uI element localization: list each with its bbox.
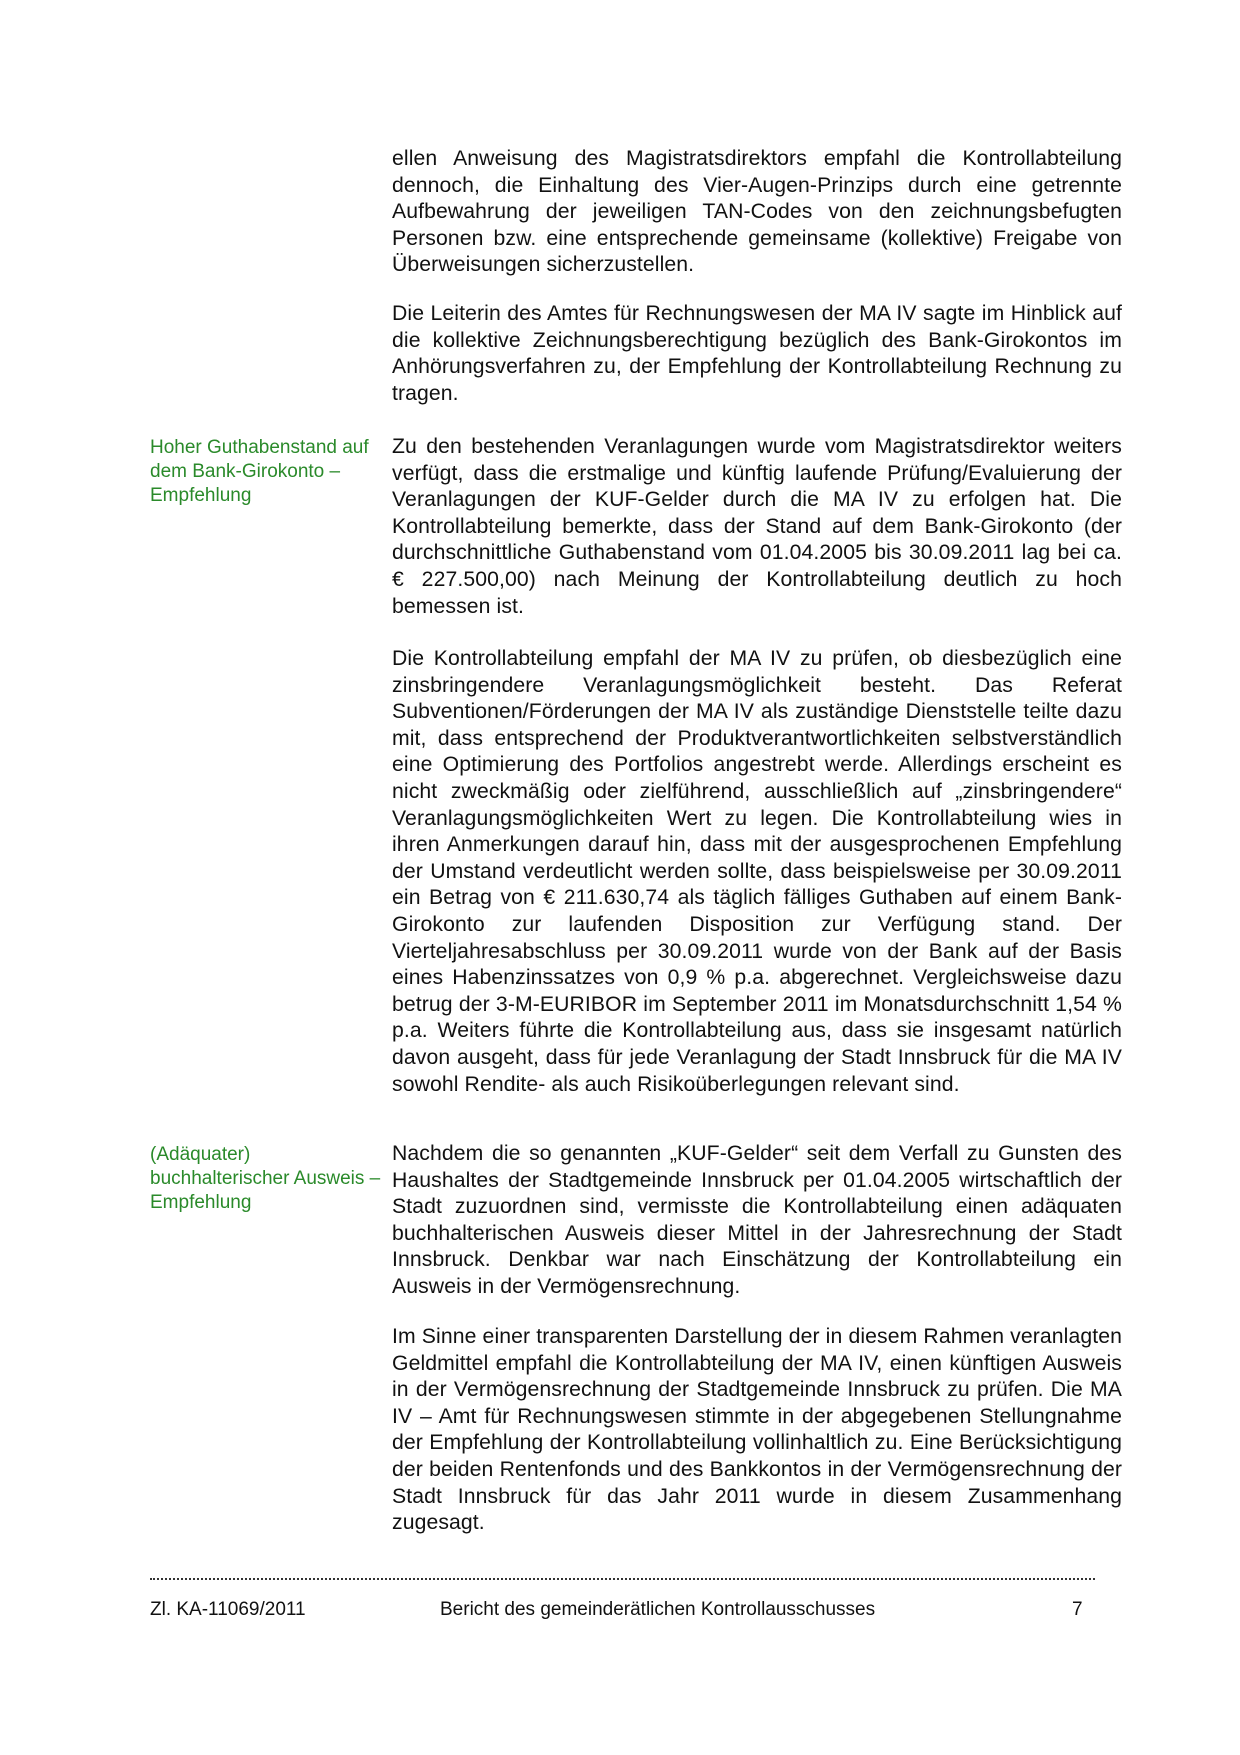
footer-page-number: 7	[1072, 1599, 1083, 1620]
footer-reference: Zl. KA-11069/2011	[150, 1599, 306, 1620]
footer-title: Bericht des gemeinderätlichen Kontrollausschusses	[440, 1599, 876, 1620]
body-paragraph-1: ellen Anweisung des Magistratsdirektors empfahl die Kontrollabteilung dennoch, die Einhaltung des Vier-Augen-Prinzips durch eine getrennte Aufbewahrung der jeweiligen TAN-Codes von den zeichnungsbefugten Personen bzw. eine entsprechende gemeinsame (kollektive) Freigabe von Überweisungen sicherzustellen.	[392, 147, 1122, 277]
body-paragraph-2: Die Leiterin des Amtes für Rechnungswesen der MA IV sagte im Hinblick auf die kollektive Zeichnungsberechtigung bezüglich des Bank-Girokontos im Anhörungsverfahren zu, der Empfehlung der Kontrollabteilung Rechnung zu tragen.	[392, 302, 1122, 405]
margin-note-ausweis: (Adäquater) buchhalterischer Ausweis – Empfehlung	[150, 1144, 381, 1213]
footer-divider	[150, 1578, 1095, 1580]
body-paragraph-5: Nachdem die so genannten „KUF-Gelder“ seit dem Verfall zu Gunsten des Haushaltes der Stadtgemeinde Innsbruck per 01.04.2005 wirtschaftlich der Stadt zuzuordnen sind, vermisste die Kontrollabteilung einen adäquaten buchhalterischen Ausweis dieser Mittel in der Jahresrechnung der Stadt Innsbruck. Denkbar war nach Einschätzung der Kontrollabteilung ein Ausweis in der Vermögensrechnung.	[392, 1142, 1122, 1298]
body-paragraph-4: Die Kontrollabteilung empfahl der MA IV zu prüfen, ob diesbezüglich eine zinsbringendere Veranlagungsmöglichkeit besteht. Das Referat Subventionen/Förderungen der MA IV als zuständige Dienststelle teilte dazu mit, dass entsprechend der Produktverantwortlichkeiten selbstverständlich eine Optimierung des Portfolios angestrebt werde. Allerdings erscheint es nicht zweckmäßig oder zielführend, ausschließlich auf „zinsbringendere“ Veranlagungsmöglichkeiten Wert zu legen. Die Kontrollabteilung wies in ihren Anmerkungen darauf hin, dass mit der ausgesprochenen Empfehlung der Umstand verdeutlicht werden sollte, dass beispielsweise per 30.09.2011 ein Betrag von € 211.630,74 als täglich fälliges Guthaben auf einem Bank-Girokonto zur laufenden Disposition zur Verfügung stand. Der Vierteljahresabschluss per 30.09.2011 wurde von der Bank auf der Basis eines Habenzinssatzes von 0,9 % p.a. abgerechnet. Vergleichsweise dazu betrug der 3-M-EURIBOR im September 2011 im Monatsdurchschnitt 1,54 % p.a. Weiters führte die Kontrollabteilung aus, dass sie insgesamt natürlich davon ausgeht, dass für jede Veranlagung der Stadt Innsbruck für die MA IV sowohl Rendite- als auch Risikoüberlegungen relevant sind.	[392, 647, 1122, 1096]
body-paragraph-6: Im Sinne einer transparenten Darstellung der in diesem Rahmen veranlagten Geldmittel empfahl die Kontrollabteilung der MA IV, einen künftigen Ausweis in der Vermögensrechnung der Stadtgemeinde Innsbruck zu prüfen. Die MA IV – Amt für Rechnungswesen stimmte in der abgegebenen Stellungnahme der Empfehlung der Kontrollabteilung vollinhaltlich zu. Eine Berücksichtigung der beiden Rentenfonds und des Bankkontos in der Vermögensrechnung der Stadt Innsbruck für das Jahr 2011 wurde in diesem Zusammenhang zugesagt.	[392, 1325, 1122, 1535]
body-paragraph-3: Zu den bestehenden Veranlagungen wurde vom Magistratsdirektor weiters verfügt, dass die erstmalige und künftig laufende Prüfung/Evaluierung der Veranlagungen der KUF-Gelder durch die MA IV zu erfolgen hat. Die Kontrollabteilung bemerkte, dass der Stand auf dem Bank-Girokonto (der durchschnittliche Guthabenstand vom 01.04.2005 bis 30.09.2011 lag bei ca. € 227.500,00) nach Meinung der Kontrollabteilung deutlich zu hoch bemessen ist.	[392, 435, 1122, 618]
margin-note-guthabenstand: Hoher Guthabenstand auf dem Bank-Girokonto – Empfehlung	[150, 437, 369, 506]
